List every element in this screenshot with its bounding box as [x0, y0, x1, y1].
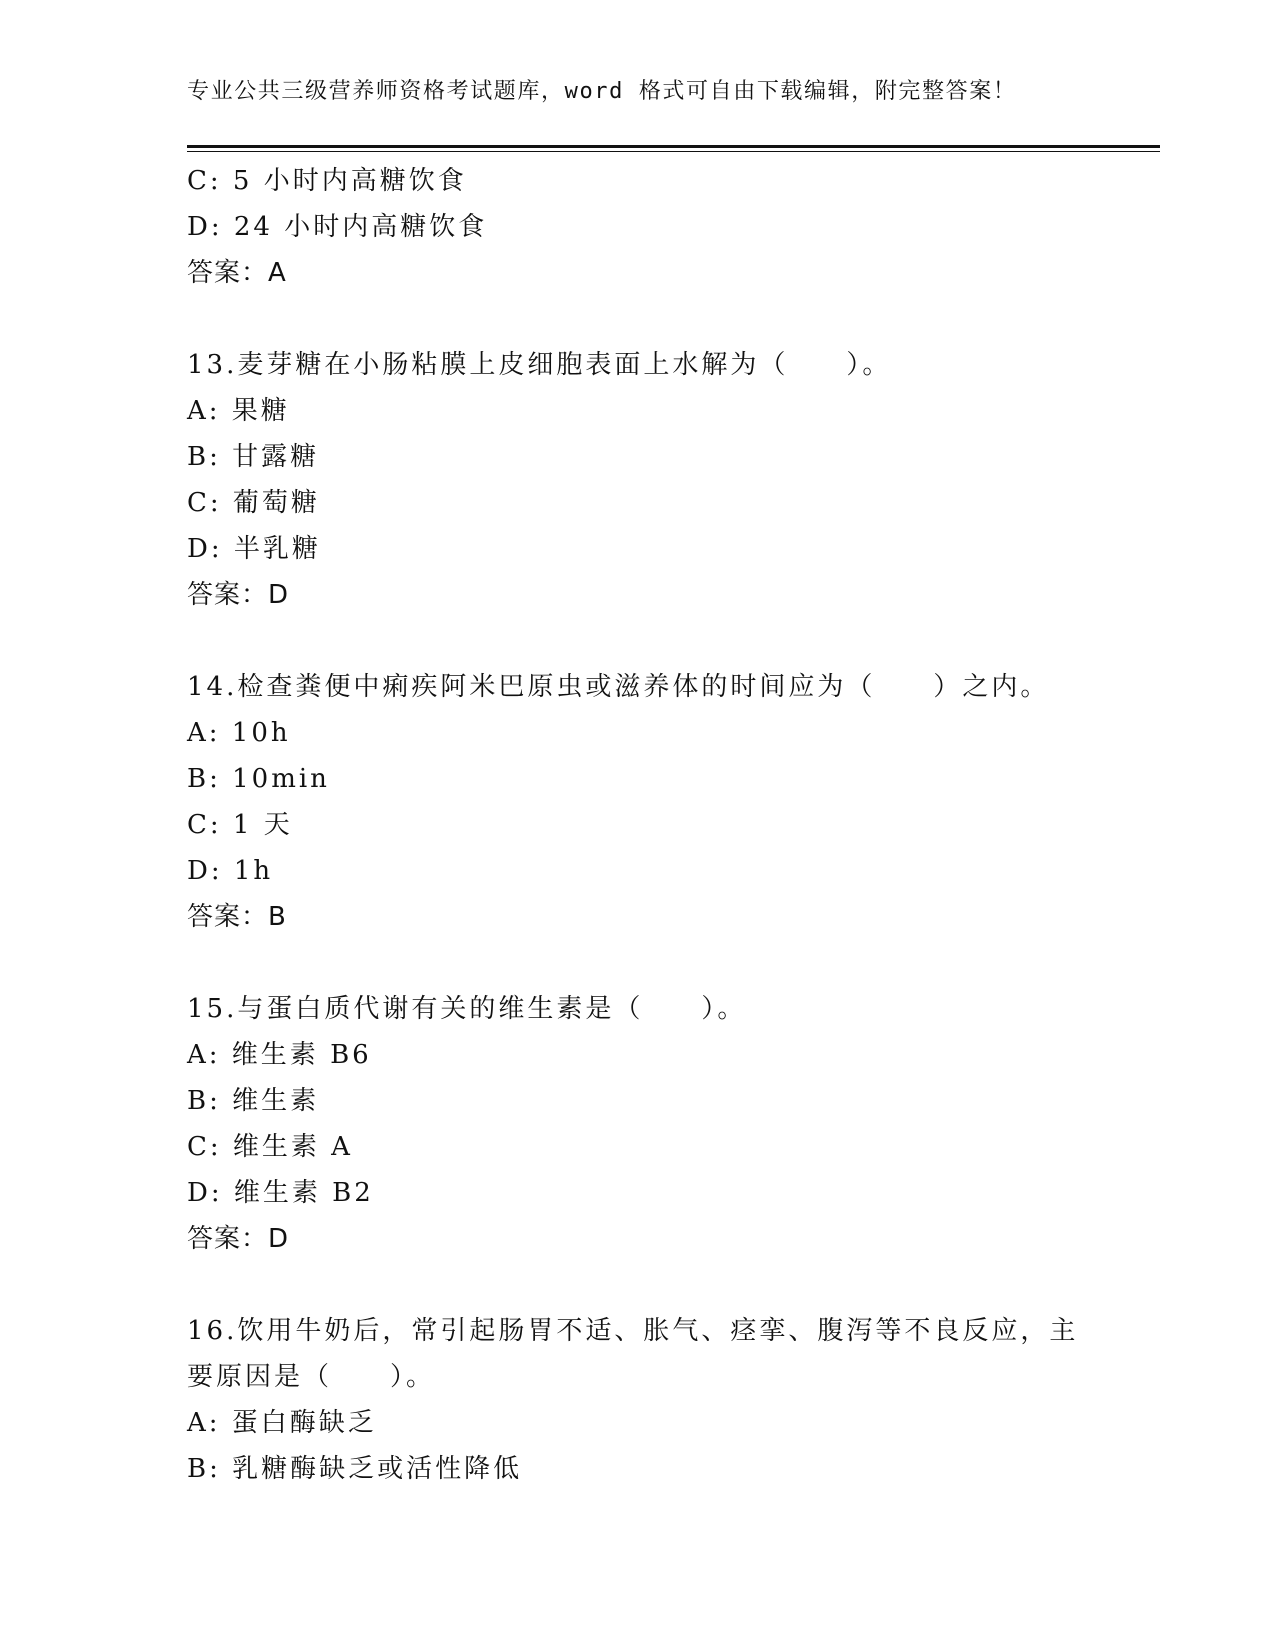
option-b: B: 维生素: [187, 1086, 320, 1116]
question-stem: 15.与蛋白质代谢有关的维生素是（ ）。: [187, 994, 747, 1024]
question-15: [187, 986, 1087, 1262]
option-b: B: 10min: [187, 764, 330, 794]
question-stem-continued: 要原因是（ ）。: [187, 1362, 436, 1392]
option-d: D: 24 小时内高糖饮食: [187, 212, 488, 242]
option-b: B: 乳糖酶缺乏或活性降低: [187, 1454, 523, 1484]
option-a: A: 蛋白酶缺乏: [187, 1408, 377, 1438]
question-16: [187, 1308, 1087, 1492]
option-a: A: 果糖: [187, 396, 290, 426]
answer-line: 答案：A: [187, 258, 287, 288]
question-stem: 13.麦芽糖在小肠粘膜上皮细胞表面上水解为（ ）。: [187, 350, 892, 380]
spacer: [187, 940, 1087, 986]
question-stem: 16.饮用牛奶后，常引起肠胃不适、胀气、痉挛、腹泻等不良反应，主: [187, 1316, 1079, 1346]
option-c: C: 1 天: [187, 810, 293, 840]
spacer: [187, 296, 1087, 342]
option-d: D: 维生素 B2: [187, 1178, 374, 1208]
answer-line: 答案：B: [187, 902, 287, 932]
option-b: B: 甘露糖: [187, 442, 320, 472]
document-body: [187, 158, 1087, 1492]
answer-line: 答案：D: [187, 1224, 290, 1254]
question-13: [187, 342, 1087, 618]
question-stem: 14.检查粪便中痢疾阿米巴原虫或滋养体的时间应为（ ）之内。: [187, 672, 1050, 702]
option-c: C: 维生素 A: [187, 1132, 353, 1162]
page-header: 专业公共三级营养师资格考试题库，word 格式可自由下载编辑，附完整答案！: [187, 79, 1017, 104]
header-rule-thin: [187, 151, 1160, 152]
option-c: C: 5 小时内高糖饮食: [187, 166, 467, 196]
option-d: D: 半乳糖: [187, 534, 321, 564]
question-12-continuation: [187, 158, 1087, 296]
header-rule-thick: [187, 145, 1160, 148]
spacer: [187, 618, 1087, 664]
answer-line: 答案：D: [187, 580, 290, 610]
option-d: D: 1h: [187, 856, 274, 886]
question-14: [187, 664, 1087, 940]
spacer: [187, 1262, 1087, 1308]
option-a: A: 10h: [187, 718, 291, 748]
option-a: A: 维生素 B6: [187, 1040, 372, 1070]
option-c: C: 葡萄糖: [187, 488, 320, 518]
